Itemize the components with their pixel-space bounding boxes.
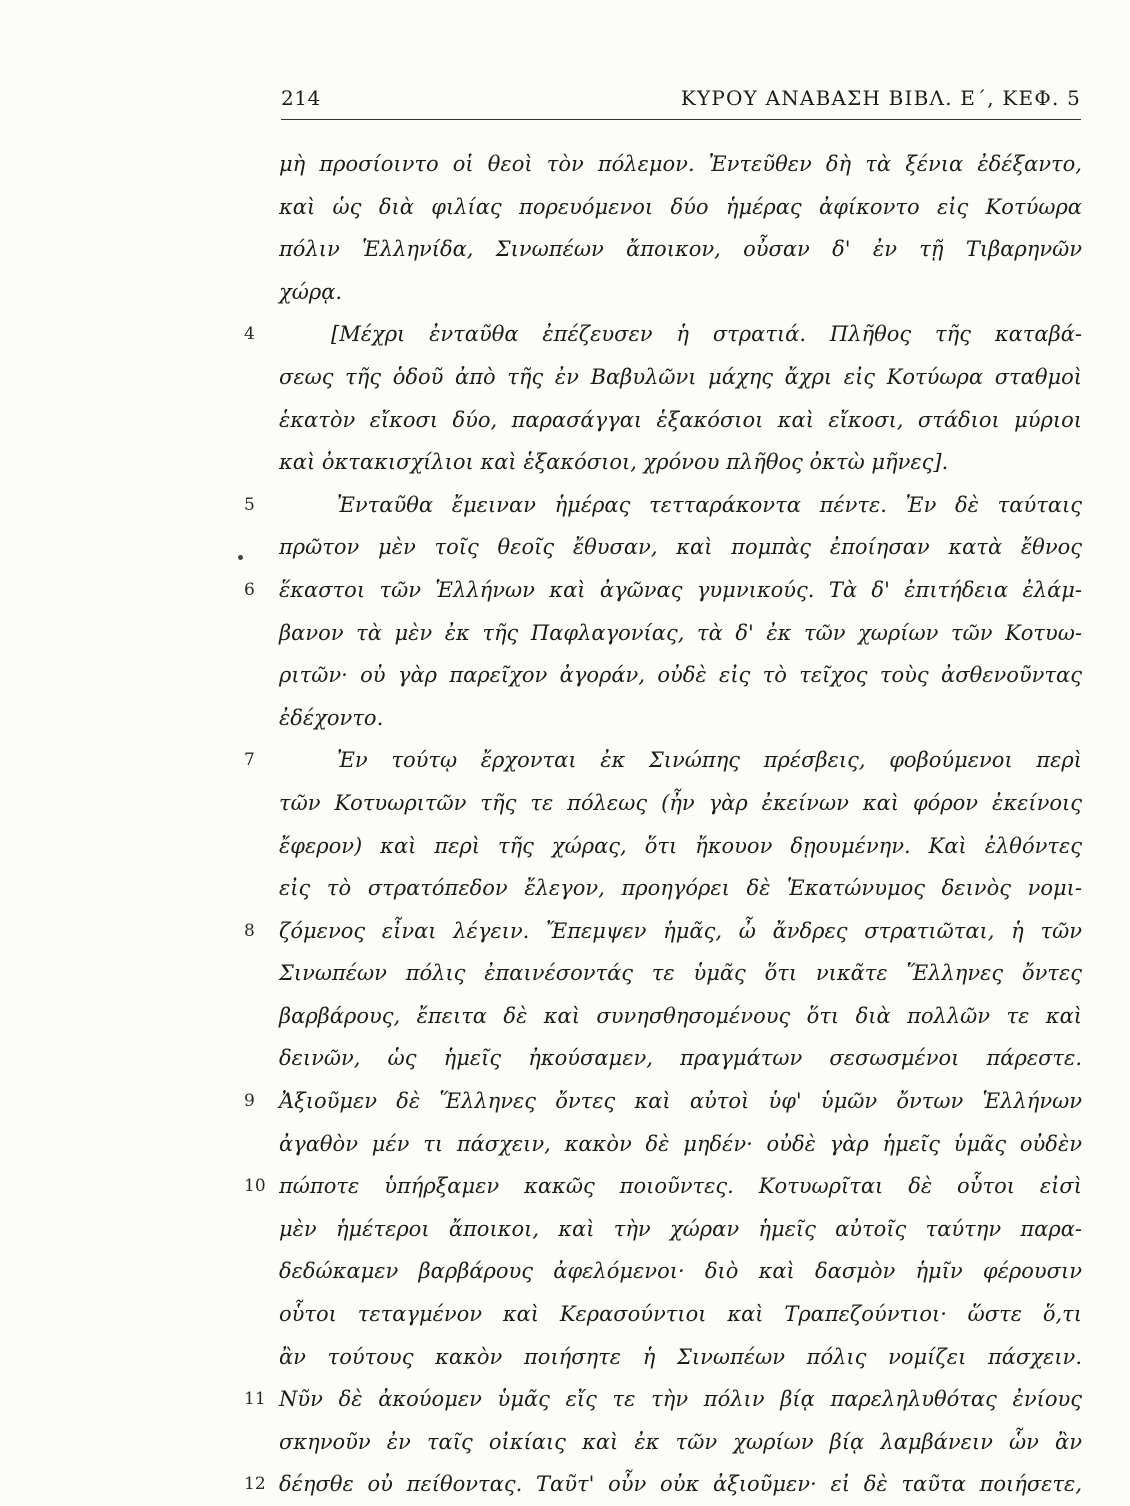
text-line [0,1208,1130,1251]
line-text: βανον τὰ μὲν ἐκ τῆς Παφλαγονίας, τὰ δ' ἐκ τῶν χωρίων τῶν Κοτυω- [279,620,1082,645]
line-text: ζόμενος εἶναι λέγειν. Ἔπεμψεν ἡμᾶς, ὦ ἄνδρες στρατιῶται, ἡ τῶν [279,918,1082,943]
line-text: δεδώκαμεν βαρβάρους ἀφελόμενοι· διὸ καὶ δασμὸν ἡμῖν φέρουσιν [279,1259,1082,1284]
text-line [0,1250,1130,1293]
text-line [0,1037,1130,1080]
text-line [0,484,1130,527]
section-number: 12 [244,1474,266,1495]
line-text: πόλιν Ἑλληνίδα, Σινωπέων ἄποικον, οὖσαν δ' ἐν τῇ Τιβαρηνῶν [279,237,1082,262]
text-line [0,1336,1130,1379]
text-line [0,313,1130,356]
header-rule [281,119,1081,120]
line-text: ἀγαθὸν μέν τι πάσχειν, κακὸν δὲ μηδέν· οὐδὲ γὰρ ἡμεῖς ὑμᾶς οὐδὲν [279,1131,1082,1156]
text-line [0,1123,1130,1166]
greek-text-body [0,143,1130,1506]
text-line [0,399,1130,442]
line-text: Νῦν δὲ ἀκούομεν ὑμᾶς εἴς τε τὴν πόλιν βίᾳ παρεληλυθότας ἐνίους [279,1387,1082,1412]
line-text: καὶ ὡς διὰ φιλίας πορευόμενοι δύο ἡμέρας ἀφίκοντο εἰς Κοτύωρα [279,194,1082,219]
line-text: χώρᾳ. [279,279,343,304]
line-text: οὗτοι τεταγμένον καὶ Κερασούντιοι καὶ Τραπεζούντιοι· ὥστε ὅ,τι [279,1302,1082,1327]
line-text: τῶν Κοτυωριτῶν τῆς τε πόλεως (ἦν γὰρ ἐκείνων καὶ φόρον ἐκείνοις [279,790,1082,815]
line-text: δεινῶν, ὡς ἡμεῖς ἠκούσαμεν, πραγμάτων σεσωσμένοι πάρεστε. [279,1046,1082,1071]
section-number: 9 [244,1091,255,1112]
line-text: ἕκαστοι τῶν Ἑλλήνων καὶ ἀγῶνας γυμνικούς. Τὰ δ' ἐπιτήδεια ἐλάμ- [279,577,1082,602]
text-line [0,356,1130,399]
section-number: 10 [244,1176,266,1197]
section-number: 7 [244,750,255,771]
line-text: μὲν ἡμέτεροι ἄποικοι, καὶ τὴν χώραν ἡμεῖς αὐτοῖς ταύτην παρα- [279,1216,1082,1241]
text-line [0,995,1130,1038]
section-number: 6 [244,579,255,600]
line-text: βαρβάρους, ἔπειτα δὲ καὶ συνησθησομένους ὅτι διὰ πολλῶν τε καὶ [279,1003,1082,1028]
line-text: Ἐν τούτῳ ἔρχονται ἐκ Σινώπης πρέσβεις, φοβούμενοι περὶ [337,748,1082,773]
text-line [0,739,1130,782]
text-line [0,228,1130,271]
text-line [0,1378,1130,1421]
line-text: ἑκατὸν εἴκοσι δύο, παρασάγγαι ἑξακόσιοι καὶ εἴκοσι, στάδιοι μύριοι [279,407,1082,432]
line-text: ἐδέχοντο. [279,705,384,730]
section-number: 11 [244,1389,266,1410]
line-text: πρῶτον μὲν τοῖς θεοῖς ἔθυσαν, καὶ πομπὰς ἐποίησαν κατὰ ἔθνος [279,535,1082,560]
text-line [0,526,1130,569]
text-line [0,143,1130,186]
line-text: ἂν τούτους κακὸν ποιήσητε ἡ Σινωπέων πόλις νομίζει πάσχειν. [279,1344,1082,1369]
running-head: ΚΥΡΟΥ ΑΝΑΒΑΣΗ ΒΙΒΛ. Ε΄, ΚΕΦ. 5 [680,86,1081,110]
line-text: Ἀξιοῦμεν δὲ Ἕλληνες ὄντες καὶ αὐτοὶ ὑφ' ὑμῶν ὄντων Ἑλλήνων [279,1089,1082,1114]
line-text: Σινωπέων πόλις ἐπαινέσοντάς τε ὑμᾶς ὅτι νικᾶτε Ἕλληνες ὄντες [279,961,1082,986]
text-line [0,697,1130,740]
text-line [0,569,1130,612]
line-text: ριτῶν· οὐ γὰρ παρεῖχον ἀγοράν, οὐδὲ εἰς τὸ τεῖχος τοὺς ἀσθενοῦντας [279,663,1082,688]
line-text: σκηνοῦν ἐν ταῖς οἰκίαις καὶ ἐκ τῶν χωρίων βίᾳ λαμβάνειν ὧν ἂν [279,1429,1082,1454]
text-line [0,825,1130,868]
text-line [0,867,1130,910]
text-line [0,1165,1130,1208]
line-text: Ἐνταῦθα ἔμειναν ἡμέρας τετταράκοντα πέντε. Ἐν δὲ ταύταις [337,492,1082,517]
line-text: καὶ ὀκτακισχίλιοι καὶ ἑξακόσιοι, χρόνου πλῆθος ὀκτὼ μῆνες]. [279,450,949,475]
text-line [0,271,1130,314]
text-line [0,441,1130,484]
text-line [0,1080,1130,1123]
text-line [0,782,1130,825]
text-line [0,612,1130,655]
text-line [0,952,1130,995]
text-line [0,654,1130,697]
section-number: 5 [244,494,255,515]
line-text: εἰς τὸ στρατόπεδον ἔλεγον, προηγόρει δὲ Ἑκατώνυμος δεινὸς νομι- [279,876,1082,901]
section-number: 4 [244,324,255,345]
line-text: [Μέχρι ἐνταῦθα ἐπέζευσεν ἡ στρατιά. Πλῆθος τῆς καταβά- [331,322,1082,347]
text-line [0,910,1130,953]
page-header [281,86,1081,116]
line-text: σεως τῆς ὁδοῦ ἀπὸ τῆς ἐν Βαβυλῶνι μάχης ἄχρι εἰς Κοτύωρα σταθμοὶ [279,364,1082,389]
section-number: 8 [244,920,255,941]
text-line [0,1421,1130,1464]
line-text: ἔφερον) καὶ περὶ τῆς χώρας, ὅτι ἤκουον δῃουμένην. Καὶ ἐλθόντες [279,833,1082,858]
line-text: πώποτε ὑπήρξαμεν κακῶς ποιοῦντες. Κοτυωρῖται δὲ οὗτοι εἰσὶ [279,1174,1082,1199]
line-text: μὴ προσίοιντο οἱ θεοὶ τὸν πόλεμον. Ἐντεῦθεν δὴ τὰ ξένια ἐδέξαντο, [279,152,1082,176]
text-line [0,1293,1130,1336]
line-text: δέησθε οὐ πείθοντας. Ταῦτ' οὖν οὐκ ἀξιοῦμεν· εἰ δὲ ταῦτα ποιήσετε, [279,1472,1082,1497]
page-number: 214 [281,86,321,110]
text-line [0,186,1130,229]
